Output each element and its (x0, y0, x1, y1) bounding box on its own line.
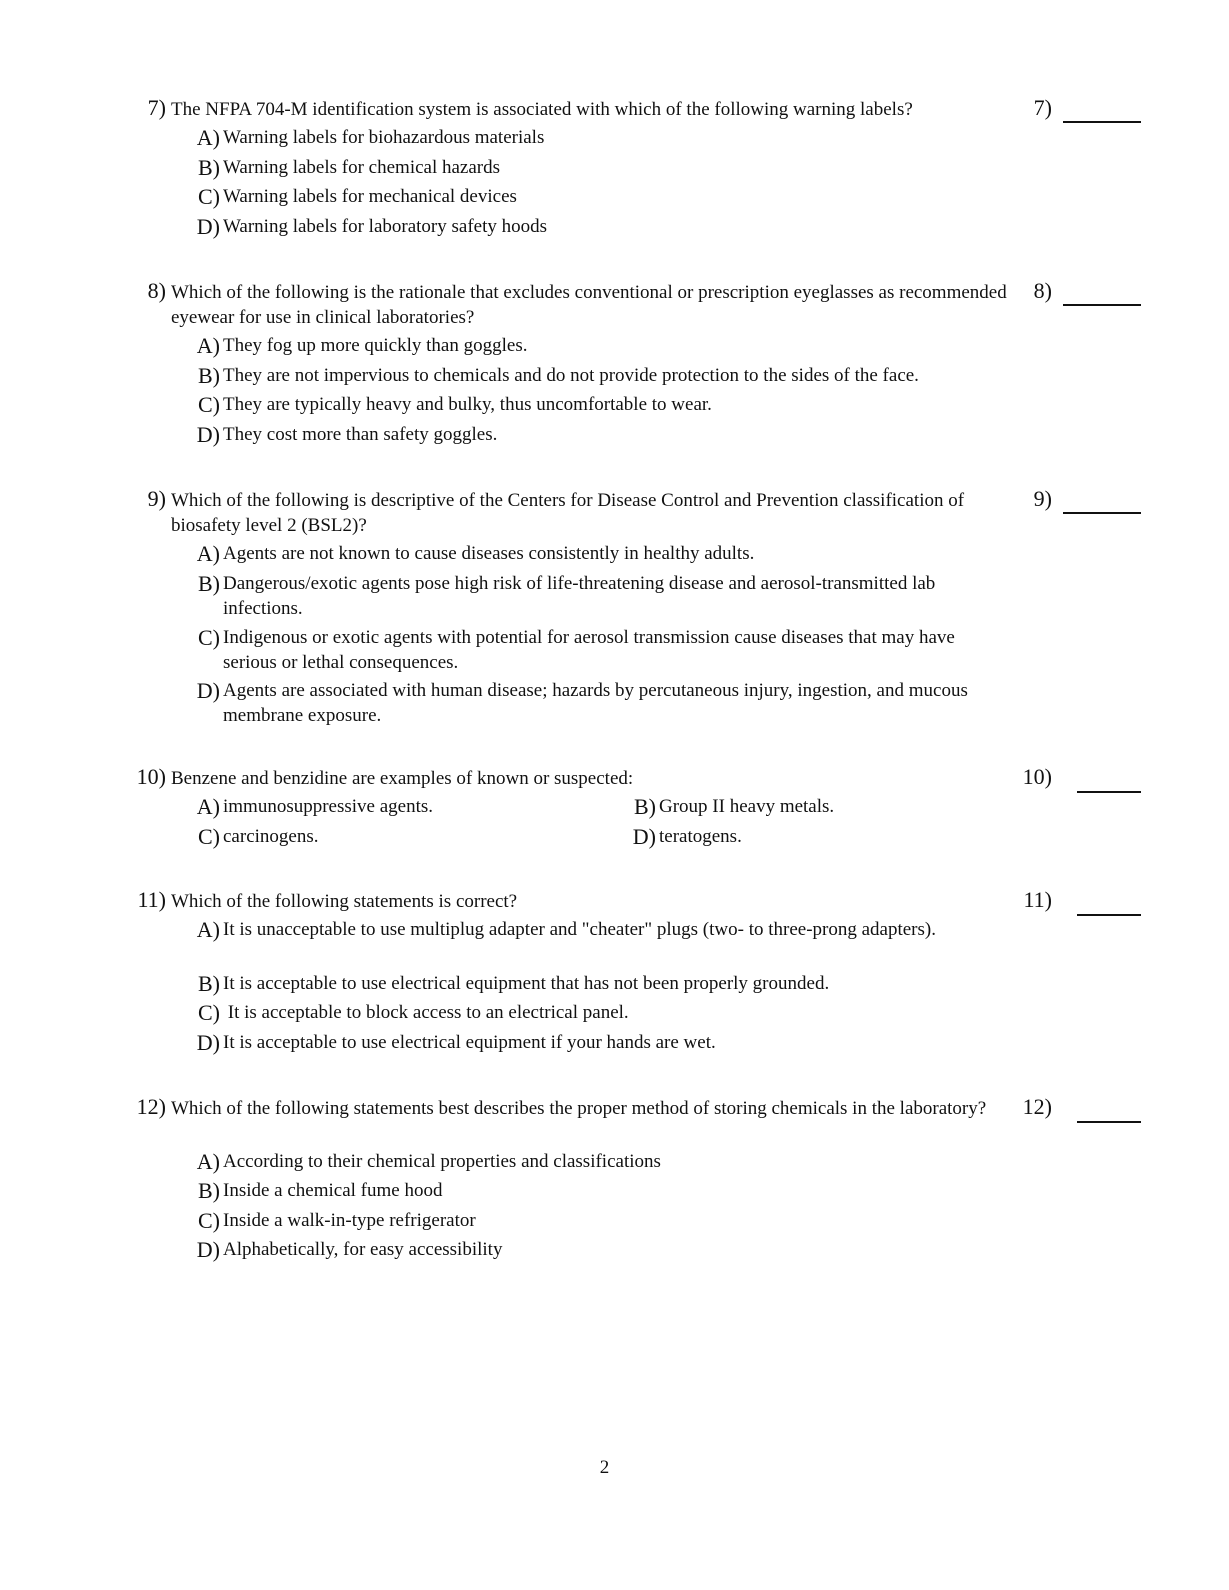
choice-text: carcinogens. (223, 826, 319, 847)
choice-letter: D) (196, 678, 220, 703)
answer-blank[interactable] (1077, 1121, 1141, 1123)
choice-letter: D) (196, 422, 220, 447)
question-number: 11) (137, 887, 166, 912)
choice-text: They are typically heavy and bulky, thus uncomfortable to wear. (223, 394, 712, 415)
choice-text: They cost more than safety goggles. (223, 424, 498, 445)
question-number: 9) (147, 486, 166, 511)
question-text: Which of the following is the rationale that excludes conventional or prescription eyeglasses as recommended eyewear for use in clinical laboratories? (171, 282, 1007, 328)
choice-letter: D) (196, 1237, 220, 1262)
choice-letter: B) (198, 1178, 220, 1203)
choice-text: They are not impervious to chemicals and do not provide protection to the sides of the face. (223, 365, 919, 386)
question-number: 8) (147, 278, 166, 303)
question-text: Benzene and benzidine are examples of known or suspected: (171, 768, 634, 789)
question-text: Which of the following statements is correct? (171, 891, 518, 912)
answer-label: 9) (1033, 486, 1052, 511)
choice-letter: A) (196, 125, 220, 150)
answer-blank[interactable] (1063, 304, 1141, 306)
question-number: 12) (136, 1094, 166, 1119)
choice-letter: C) (198, 392, 220, 417)
answer-label: 8) (1033, 278, 1052, 303)
choice-text: Inside a chemical fume hood (223, 1180, 443, 1201)
choice-text: Inside a walk-in-type refrigerator (223, 1210, 476, 1231)
choice-text: Warning labels for laboratory safety hoods (223, 216, 548, 237)
choice-text: Agents are not known to cause diseases consistently in healthy adults. (223, 543, 755, 564)
choice-text: Warning labels for biohazardous materials (223, 127, 545, 148)
choice-letter: A) (196, 1149, 220, 1174)
choice-letter: A) (196, 333, 220, 358)
choice-text: It is unacceptable to use multiplug adapter and "cheater" plugs (two- to three-prong adapters). (223, 919, 936, 940)
choice-letter: B) (198, 155, 220, 180)
question-text: Which of the following is descriptive of the Centers for Disease Control and Prevention classification of biosafety level 2 (BSL2)? (171, 490, 965, 536)
choice-text: teratogens. (659, 826, 742, 847)
choice-letter: C) (198, 625, 220, 650)
answer-label: 12) (1022, 1094, 1052, 1119)
choice-letter: A) (196, 794, 220, 819)
choice-text: Agents are associated with human disease; hazards by percutaneous injury, ingestion, and mucous membrane exposure. (223, 680, 968, 726)
question-number: 10) (136, 764, 166, 789)
answer-blank[interactable] (1063, 512, 1141, 514)
choice-text: They fog up more quickly than goggles. (223, 335, 528, 356)
page-number: 2 (599, 1457, 610, 1478)
question-text: Which of the following statements best describes the proper method of storing chemicals in the laboratory? (171, 1098, 987, 1119)
choice-letter: B) (198, 571, 220, 596)
choice-text: Indigenous or exotic agents with potential for aerosol transmission cause diseases that may have serious or lethal consequences. (223, 627, 955, 673)
choice-text: Warning labels for mechanical devices (223, 186, 517, 207)
choice-letter: D) (196, 214, 220, 239)
answer-blank[interactable] (1077, 791, 1141, 793)
answer-label: 11) (1023, 887, 1052, 912)
question-text: The NFPA 704-M identification system is associated with which of the following warning labels? (171, 99, 913, 120)
choice-text: Alphabetically, for easy accessibility (223, 1239, 503, 1260)
choice-text: According to their chemical properties and classifications (223, 1151, 661, 1172)
answer-blank[interactable] (1063, 121, 1141, 123)
choice-letter: C) (198, 824, 220, 849)
question-number: 7) (147, 95, 166, 120)
choice-letter: A) (196, 541, 220, 566)
choice-letter: D) (632, 824, 656, 849)
choice-text: It is acceptable to block access to an electrical panel. (223, 1002, 629, 1023)
choice-text: Warning labels for chemical hazards (223, 157, 501, 178)
choice-letter: C) (198, 1000, 220, 1025)
choice-text: It is acceptable to use electrical equipment if your hands are wet. (223, 1032, 716, 1053)
choice-letter: D) (196, 1030, 220, 1055)
choice-letter: B) (198, 971, 220, 996)
choice-letter: B) (198, 363, 220, 388)
choice-letter: B) (634, 794, 656, 819)
choice-letter: C) (198, 1208, 220, 1233)
choice-letter: A) (196, 917, 220, 942)
answer-blank[interactable] (1077, 914, 1141, 916)
choice-letter: C) (198, 184, 220, 209)
choice-text: Group II heavy metals. (659, 796, 835, 817)
answer-label: 10) (1022, 764, 1052, 789)
choice-text: Dangerous/exotic agents pose high risk of life-threatening disease and aerosol-transmitted lab infections. (223, 573, 936, 619)
answer-label: 7) (1033, 95, 1052, 120)
choice-text: immunosuppressive agents. (223, 796, 434, 817)
choice-text: It is acceptable to use electrical equipment that has not been properly grounded. (223, 973, 830, 994)
